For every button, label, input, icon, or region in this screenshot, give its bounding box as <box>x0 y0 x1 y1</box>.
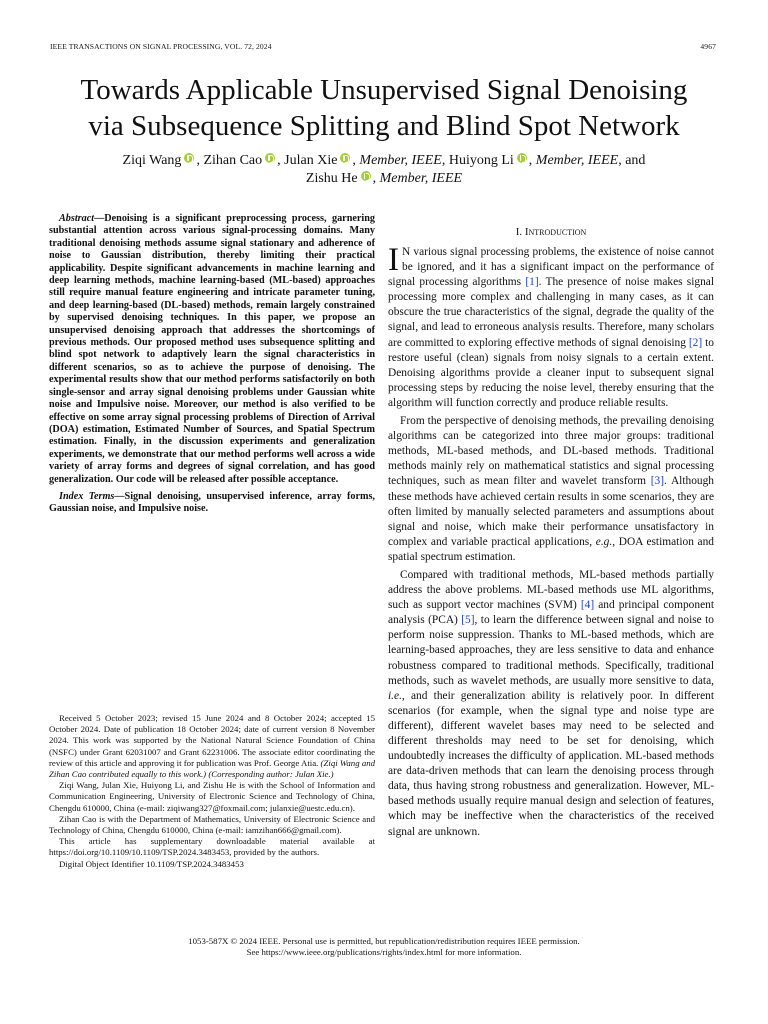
orcid-icon[interactable] <box>517 153 527 163</box>
citation-link[interactable]: [4] <box>580 599 595 612</box>
copyright-footer <box>40 936 728 958</box>
index-terms-label: Index Terms <box>59 490 115 502</box>
author-5: Zishu He <box>305 171 358 186</box>
citation-link[interactable]: [1] <box>525 276 539 289</box>
membership-label: Member, IEEE <box>535 153 619 168</box>
membership-label: Member, IEEE <box>379 171 463 186</box>
abstract <box>49 213 375 516</box>
right-column <box>388 225 714 843</box>
paragraph: From the perspective of denoising methods, the prevailing denoising algorithms can be categorized into three major groups: traditional methods, ML-based methods, and DL-based methods. Traditional methods mainly rely on mathematical statistics and signal processing techniques, such as mean filter and wavelet transform [3]. Although these methods have achieved certain results in some scenarios, they are often limited by manually selected parameters and assumptions about signal and noise, which make their performance unsatisfactory in complex and variable practical applications, e.g., DOA estimation and spatial spectrum estimation. <box>388 415 715 563</box>
paper-title <box>30 72 738 144</box>
author-1: Ziqi Wang <box>122 153 182 168</box>
page-number: 4967 <box>700 42 716 51</box>
introduction-body <box>388 242 715 840</box>
footnote-affiliation-1: Ziqi Wang, Julan Xie, Huiyong Li, and Zishu He is with the School of Information and Communication Engineering, University of Electronic Science and Technology of China, Chengdu 610000, China (e-mail: ziqiwang327@foxmail.com; julanxie@uestc.edu.cn). <box>49 780 375 813</box>
journal-name: IEEE TRANSACTIONS ON SIGNAL PROCESSING, VOL. 72, 2024 <box>50 42 272 51</box>
section-heading <box>388 225 714 239</box>
orcid-icon[interactable] <box>265 153 275 163</box>
author-4: Huiyong Li <box>448 153 514 168</box>
membership-label: Member, IEEE <box>359 153 442 168</box>
orcid-icon[interactable] <box>340 153 350 163</box>
orcid-icon[interactable] <box>361 171 371 181</box>
citation-link[interactable]: [2] <box>688 336 703 349</box>
author-2: Zihan Cao <box>203 153 263 168</box>
index-terms-text: —Signal denoising, unsupervised inference, array forms, Gaussian noise, and Impulsive noise. <box>49 490 375 515</box>
footnote-supplementary: This article has supplementary downloadable material available at https://doi.org/10.1109/10.1109/TSP.2024.3483453, provided by the authors. <box>49 836 375 858</box>
footnote-affiliation-2: Zihan Cao is with the Department of Mathematics, University of Electronic Science and Technology of China, Chengdu 610000, China (e-mail: iamzihan666@gmail.com). <box>49 813 375 836</box>
running-header <box>50 42 716 54</box>
title-line-1: Towards Applicable Unsupervised Signal Denoising <box>80 74 688 106</box>
footnote-received: Received 5 October 2023; revised 15 June 2024 and 8 October 2024; accepted 15 October 2024. Date of publication 18 October 2024; date of current version 8 November 2024. This work was supported by the National Natural Science Foundation of China (NSFC) under Grant 62031007 and Grant 62231006. The associate editor coordinating the review of this article and approving it for publication was Prof. George Atia. (Ziqi Wang and Zihan Cao contributed equally to this work.) (Corresponding author: Julan Xie.) <box>49 713 376 780</box>
abstract-label: Abstract <box>59 213 95 224</box>
footnotes <box>49 713 375 870</box>
rights-link[interactable]: See https://www.ieee.org/publications/rights/index.html for more information. <box>246 947 522 958</box>
copyright-line: 1053-587X © 2024 IEEE. Personal use is permitted, but republication/redistribution requires IEEE permission. <box>188 936 580 946</box>
left-column <box>49 213 375 516</box>
drop-cap: I <box>388 242 399 278</box>
author-3: Julan Xie <box>284 153 338 168</box>
citation-link[interactable]: [5] <box>461 614 475 627</box>
citation-link[interactable]: [3] <box>650 475 664 488</box>
section-number: I. <box>515 226 523 238</box>
abstract-text: —Denoising is a significant preprocessing process, garnering substantial attention across various signal-processing domains. Many traditional denoising methods assume signal stationary and adherence of noise to Gaussian distribution, thereby limiting their practical applicability. Despite significant advancements in machine learning and deep learning methods, machine learning-based (ML-based) approaches still require manual feature engineering and intricate parameter tuning, and deep learning-based (DL-based) methods, remain largely constrained by supervised denoising techniques. In this paper, we propose an unsupervised denoising approach that addresses the shortcomings of previous methods. Our proposed method uses subsequence splitting and blind spot network to adaptively learn the signal characteristics in different scenarios, so as to achieve the purpose of denoising. The experimental results show that our method performs satisfactorily on both single-sensor and array signal denoising problems under Gaussian white noise and Impulsive noise. Moreover, our method is also verified to be effective on some array signal processing problems of Direction of Arrival (DOA) estimation, Estimated Number of Sources, and Spatial Spectrum estimation. Finally, in the discussion experiments and generalization experiments, we demonstrate that our method performs well across a wide variety of array forms and degrees of signal correlation, and has good generalization. Our code will be released after possible acceptance. <box>49 213 375 485</box>
paragraph: Compared with traditional methods, ML-based methods partially address the above problems. ML-based methods use ML algorithms, such as support vector machines (SVM) [4] and principal component analysis (PCA) [5], to learn the difference between signal and noise to perform noise suppression. Thanks to ML-based methods, which are learning-based approaches, they are less sensitive to data and enhance robustness compared to traditional methods. Specifically, traditional methods, such as wavelet methods, are usually more sensitive to data, i.e., and their generalization ability is relatively poor. In different scenarios (for example, when the signal type and noise type are different), different wavelet bases may need to be selected and different thresholds may need to be set for denoising, which undoubtedly increases the difficulty of application. ML-based methods are data-driven methods that can learn the denoising process through data, thus having strong robustness and generalization. However, ML-based methods usually require manual design and selection of features, which may be ineffective when the characteristics of the received signal are unknown. <box>388 568 714 838</box>
title-line-2: via Subsequence Splitting and Blind Spot Network <box>88 110 680 142</box>
author-list: Ziqi Wang , Zihan Cao , Julan Xie , Member, IEEE, Huiyong Li , Member, IEEE, and Zishu He , Member, IEEE <box>122 153 646 186</box>
conjunction: and <box>625 153 646 168</box>
footnote-doi: Digital Object Identifier 10.1109/TSP.2024.3483453 <box>59 858 244 869</box>
paragraph: I N various signal processing problems, the existence of noise cannot be ignored, and it has a significant impact on the performance of signal processing algorithms [1]. The presence of noise makes signal processing more complex and challenging in many cases, as it can obscure the true characteristics of the signal, degrade the quality of the signal, and lead to erroneous analysis results. Therefore, many scholars are committed to exploring effective methods of signal denoising [2] to restore useful (clean) signals from noisy signals to a certain extent. Denoising algorithms provide a cleaner input to subsequent signal processing steps by reducing the noise level, thereby ensuring that the algorithm will function correctly and produce reliable results. <box>388 242 714 409</box>
section-title: Introduction <box>524 226 587 238</box>
orcid-icon[interactable] <box>184 153 194 163</box>
